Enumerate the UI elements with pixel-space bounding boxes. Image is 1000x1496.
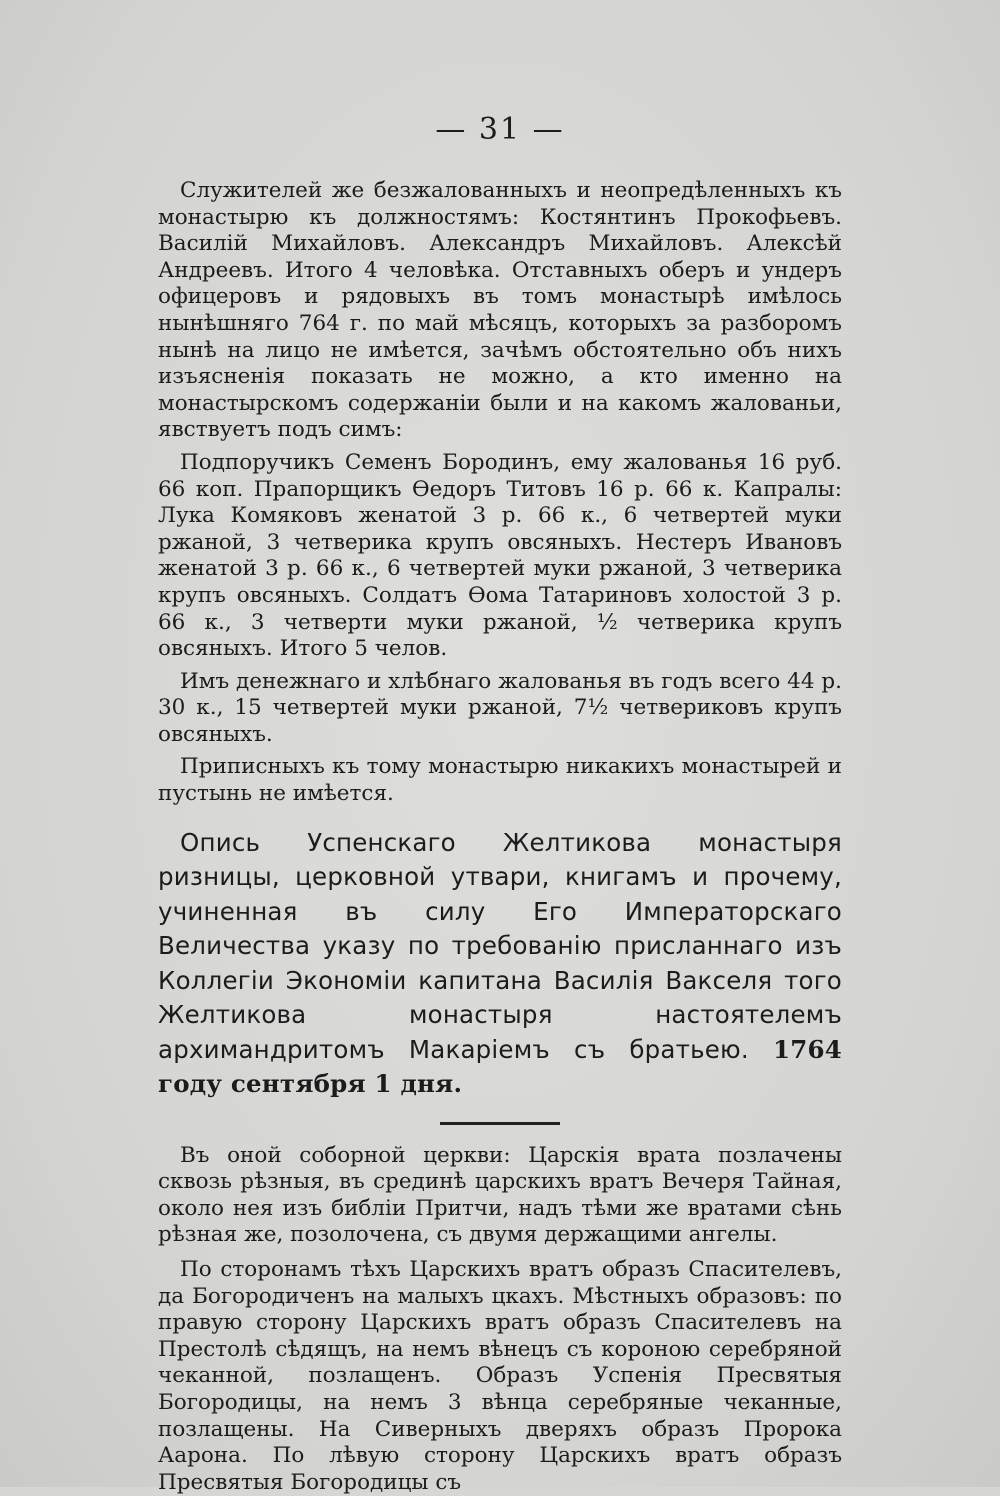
paragraph-servants: Служителей же безжалованныхъ и неопредѣленныхъ къ монастырю къ должностямъ: Костянтинъ Прокофьевъ. Василій Михайловъ. Александръ Михайловъ. Алексѣй Андреевъ. Итого 4 человѣка. Отставныхъ оберъ и ундеръ офицеровъ и рядовыхъ въ томъ монастырѣ имѣлось нынѣшняго 764 г. по май мѣсяцъ, которыхъ за разборомъ нынѣ на лицо не имѣется, зачѣмъ обстоятельно объ нихъ изъясненія показать не можно, а кто именно на монастырскомъ содержаніи были и на какомъ жалованьи, явствуетъ подъ симъ: <box>158 178 842 443</box>
inventory-heading <box>158 826 842 1102</box>
paragraph-royal-doors: Въ оной соборной церкви: Царскія врата позлачены сквозь рѣзныя, въ срединѣ царскихъ вратъ Вечеря Тайная, около нея изъ библіи Притчи, надъ тѣми же вратами сѣнь рѣзная же, позолочена, съ двумя держащими ангелы. <box>158 1142 842 1248</box>
section-divider <box>440 1122 560 1125</box>
paragraph-salary-total: Имъ денежнаго и хлѣбнаго жалованья въ годъ всего 44 р. 30 к., 15 четвертей муки ржаной, 7½ четвериковъ крупъ овсяныхъ. <box>158 668 842 747</box>
section-2 <box>158 1143 842 1496</box>
inventory-heading-text: Опись Успенскаго Желтикова монастыря ризницы, церковной утвари, книгамъ и прочему, учиненная въ силу Его Императорскаго Величества указу по требованію присланнаго изъ Коллегіи Экономіи капитана Василія Вакселя того Желтикова монастыря настоятелемъ архимандритомъ Макаріемъ съ братьею. <box>158 827 842 1064</box>
page-body <box>158 178 842 1496</box>
section-1 <box>158 178 842 808</box>
paragraph-attached-monasteries: Приписныхъ къ тому монастырю никакихъ монастырей и пустынь не имѣется. <box>158 754 842 807</box>
paragraph-icons: По сторонамъ тѣхъ Царскихъ вратъ образъ Спасителевъ, да Богородиченъ на малыхъ цкахъ. Мѣстныхъ образовъ: по правую сторону Царскихъ вратъ образъ Спасителевъ на Престолѣ сѣдящъ, на немъ вѣнецъ съ короною серебряной чеканной, позлащенъ. Образъ Успенія Пресвятыя Богородицы, на немъ 3 вѣнца серебряные чеканные, позлащены. На Сиверныхъ дверяхъ образъ Пророка Аарона. По лѣвую сторону Царскихъ вратъ образъ Пресвятыя Богородицы съ <box>158 1257 842 1495</box>
inventory-heading-date: 1764 году сентября 1 дня. <box>158 1034 842 1099</box>
page-number: — 31 — <box>435 112 565 147</box>
paragraph-officers-list: Подпоручикъ Семенъ Бородинъ, ему жалованья 16 руб. 66 коп. Прапорщикъ Ѳедоръ Титовъ 16 р. 66 к. Капралы: Лука Комяковъ женатой 3 р. 66 к., 6 четвертей муки ржаной, 3 четверика крупъ овсяныхъ. Нестеръ Ивановъ женатой 3 р. 66 к., 6 четвертей муки ржаной, 3 четверика крупъ овсяныхъ. Солдатъ Ѳома Татариновъ холостой 3 р. 66 к., 3 четверти муки ржаной, ½ четверика крупъ овсяныхъ. Итого 5 челов. <box>158 449 842 662</box>
